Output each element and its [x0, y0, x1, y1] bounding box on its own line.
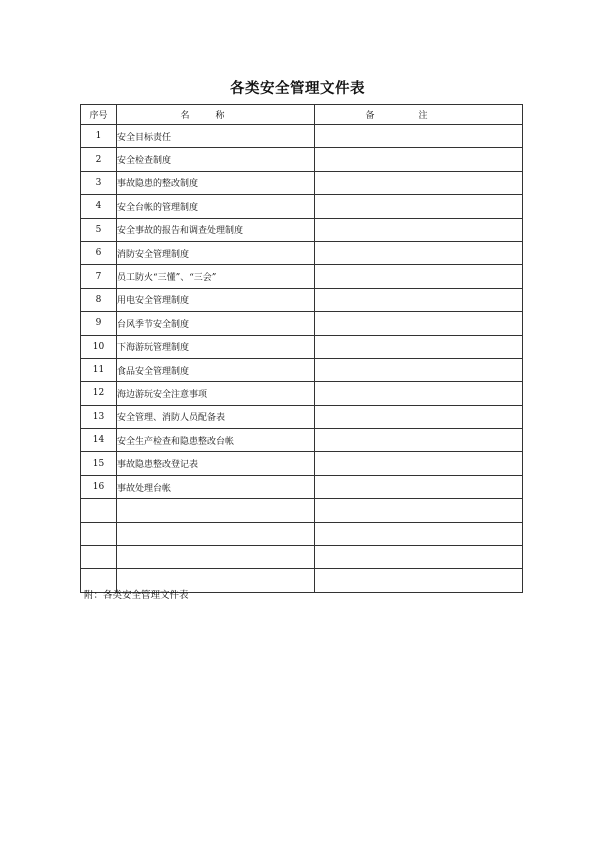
document-name-cell: 安全事故的报告和调查处理制度: [117, 218, 315, 241]
table-row: [81, 405, 523, 428]
remark-cell: [315, 335, 523, 358]
remark-cell: [315, 499, 523, 522]
table-row: [81, 125, 523, 148]
row-number-cell: 3: [81, 171, 117, 194]
document-name-cell: [117, 546, 315, 569]
remark-cell: [315, 312, 523, 335]
remark-cell: [315, 475, 523, 498]
table-row: [81, 335, 523, 358]
remark-cell: [315, 452, 523, 475]
row-number-cell: 8: [81, 288, 117, 311]
table-row: [81, 546, 523, 569]
document-name-cell: 消防安全管理制度: [117, 241, 315, 264]
table-row: [81, 475, 523, 498]
table-row: [81, 429, 523, 452]
table-row: [81, 195, 523, 218]
document-name-cell: 安全生产检查和隐患整改台帐: [117, 429, 315, 452]
remark-cell: [315, 288, 523, 311]
document-name-cell: 台风季节安全制度: [117, 312, 315, 335]
row-number-cell: [81, 499, 117, 522]
remark-cell: [315, 405, 523, 428]
remark-cell: [315, 265, 523, 288]
row-number-cell: [81, 546, 117, 569]
table-row: [81, 288, 523, 311]
document-name-cell: 事故隐患整改登记表: [117, 452, 315, 475]
row-number-cell: 16: [81, 475, 117, 498]
document-name-cell: 安全检查制度: [117, 148, 315, 171]
document-name-cell: 安全目标责任: [117, 125, 315, 148]
remark-cell: [315, 569, 523, 592]
row-number-cell: 4: [81, 195, 117, 218]
document-name-cell: 用电安全管理制度: [117, 288, 315, 311]
column-header-name: 名称: [117, 105, 315, 125]
document-name-cell: [117, 499, 315, 522]
document-name-cell: 食品安全管理制度: [117, 358, 315, 381]
row-number-cell: 12: [81, 382, 117, 405]
page-title: 各类安全管理文件表: [230, 81, 365, 97]
row-number-cell: 13: [81, 405, 117, 428]
remark-cell: [315, 218, 523, 241]
document-name-cell: [117, 522, 315, 545]
document-name-cell: 员工防火“三懂”、“三会”: [117, 265, 315, 288]
column-header-remark: 备注: [315, 105, 523, 125]
table-header-row: [81, 105, 523, 125]
footnote: 附：各类安全管理文件表: [84, 590, 189, 601]
column-header-index: 序号: [81, 105, 117, 125]
document-name-cell: 事故隐患的整改制度: [117, 171, 315, 194]
row-number-cell: 15: [81, 452, 117, 475]
remark-cell: [315, 358, 523, 381]
table-row: [81, 312, 523, 335]
table-row: [81, 171, 523, 194]
table-row: [81, 358, 523, 381]
row-number-cell: 9: [81, 312, 117, 335]
remark-cell: [315, 382, 523, 405]
table-row: [81, 148, 523, 171]
document-name-cell: 海边游玩安全注意事项: [117, 382, 315, 405]
row-number-cell: 7: [81, 265, 117, 288]
remark-cell: [315, 429, 523, 452]
remark-cell: [315, 546, 523, 569]
row-number-cell: 2: [81, 148, 117, 171]
remark-cell: [315, 125, 523, 148]
table-row: [81, 241, 523, 264]
remark-cell: [315, 522, 523, 545]
row-number-cell: 10: [81, 335, 117, 358]
safety-documents-table: [80, 104, 523, 593]
document-name-cell: 事故处理台帐: [117, 475, 315, 498]
table-row: [81, 522, 523, 545]
document-name-cell: 安全管理、消防人员配备表: [117, 405, 315, 428]
remark-cell: [315, 171, 523, 194]
table-row: [81, 452, 523, 475]
row-number-cell: 14: [81, 429, 117, 452]
table-row: [81, 218, 523, 241]
row-number-cell: 5: [81, 218, 117, 241]
document-name-cell: 安全台帐的管理制度: [117, 195, 315, 218]
document-name-cell: 下海游玩管理制度: [117, 335, 315, 358]
row-number-cell: 11: [81, 358, 117, 381]
row-number-cell: 6: [81, 241, 117, 264]
table-row: [81, 382, 523, 405]
remark-cell: [315, 148, 523, 171]
table-row: [81, 499, 523, 522]
row-number-cell: [81, 522, 117, 545]
table-row: [81, 265, 523, 288]
remark-cell: [315, 241, 523, 264]
row-number-cell: 1: [81, 125, 117, 148]
remark-cell: [315, 195, 523, 218]
table-body: [81, 125, 523, 593]
